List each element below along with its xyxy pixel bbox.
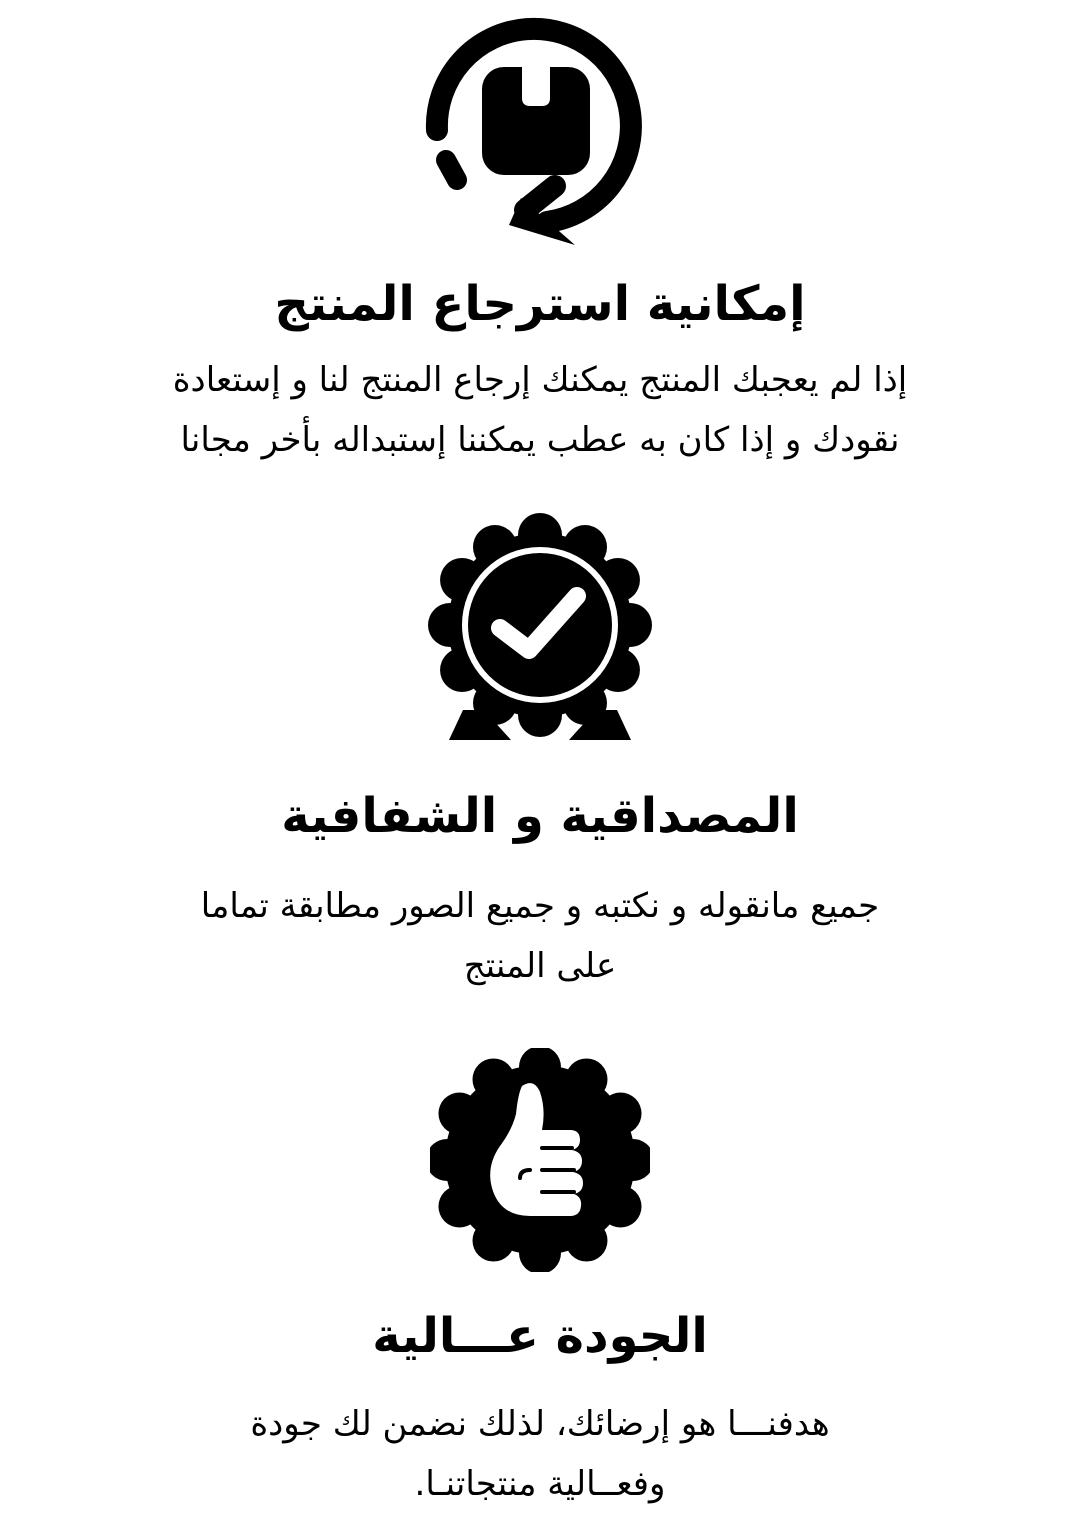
feature-description-line: وفعــالية منتجاتنـا.: [414, 1464, 666, 1504]
feature-title: إمكانية استرجاع المنتج: [274, 276, 806, 332]
feature-description-line: هدفنـــا هو إرضائك، لذلك نضمن لك جودة: [250, 1404, 830, 1444]
feature-description: [110, 350, 970, 470]
feature-return: [0, 10, 1080, 470]
feature-description: [110, 876, 970, 996]
verified-badge-icon: [425, 510, 655, 742]
product-return-icon: [425, 10, 655, 250]
feature-description-line: جميع مانقوله و نكتبه و جميع الصور مطابقة تماما: [200, 886, 880, 926]
feature-title: الجودة عـــالية: [372, 1308, 708, 1364]
thumbs-up-badge-icon: [430, 1048, 650, 1272]
feature-description: [110, 1394, 970, 1514]
feature-title: المصداقية و الشفافية: [281, 788, 799, 844]
feature-description-line: نقودك و إذا كان به عطب يمكننا إستبداله بأخر مجانا: [180, 420, 900, 460]
feature-description-line: على المنتج: [463, 946, 617, 986]
feature-quality: [0, 1048, 1080, 1514]
feature-credibility: [0, 510, 1080, 996]
feature-description-line: إذا لم يعجبك المنتج يمكنك إرجاع المنتج لنا و إستعادة: [172, 360, 908, 400]
